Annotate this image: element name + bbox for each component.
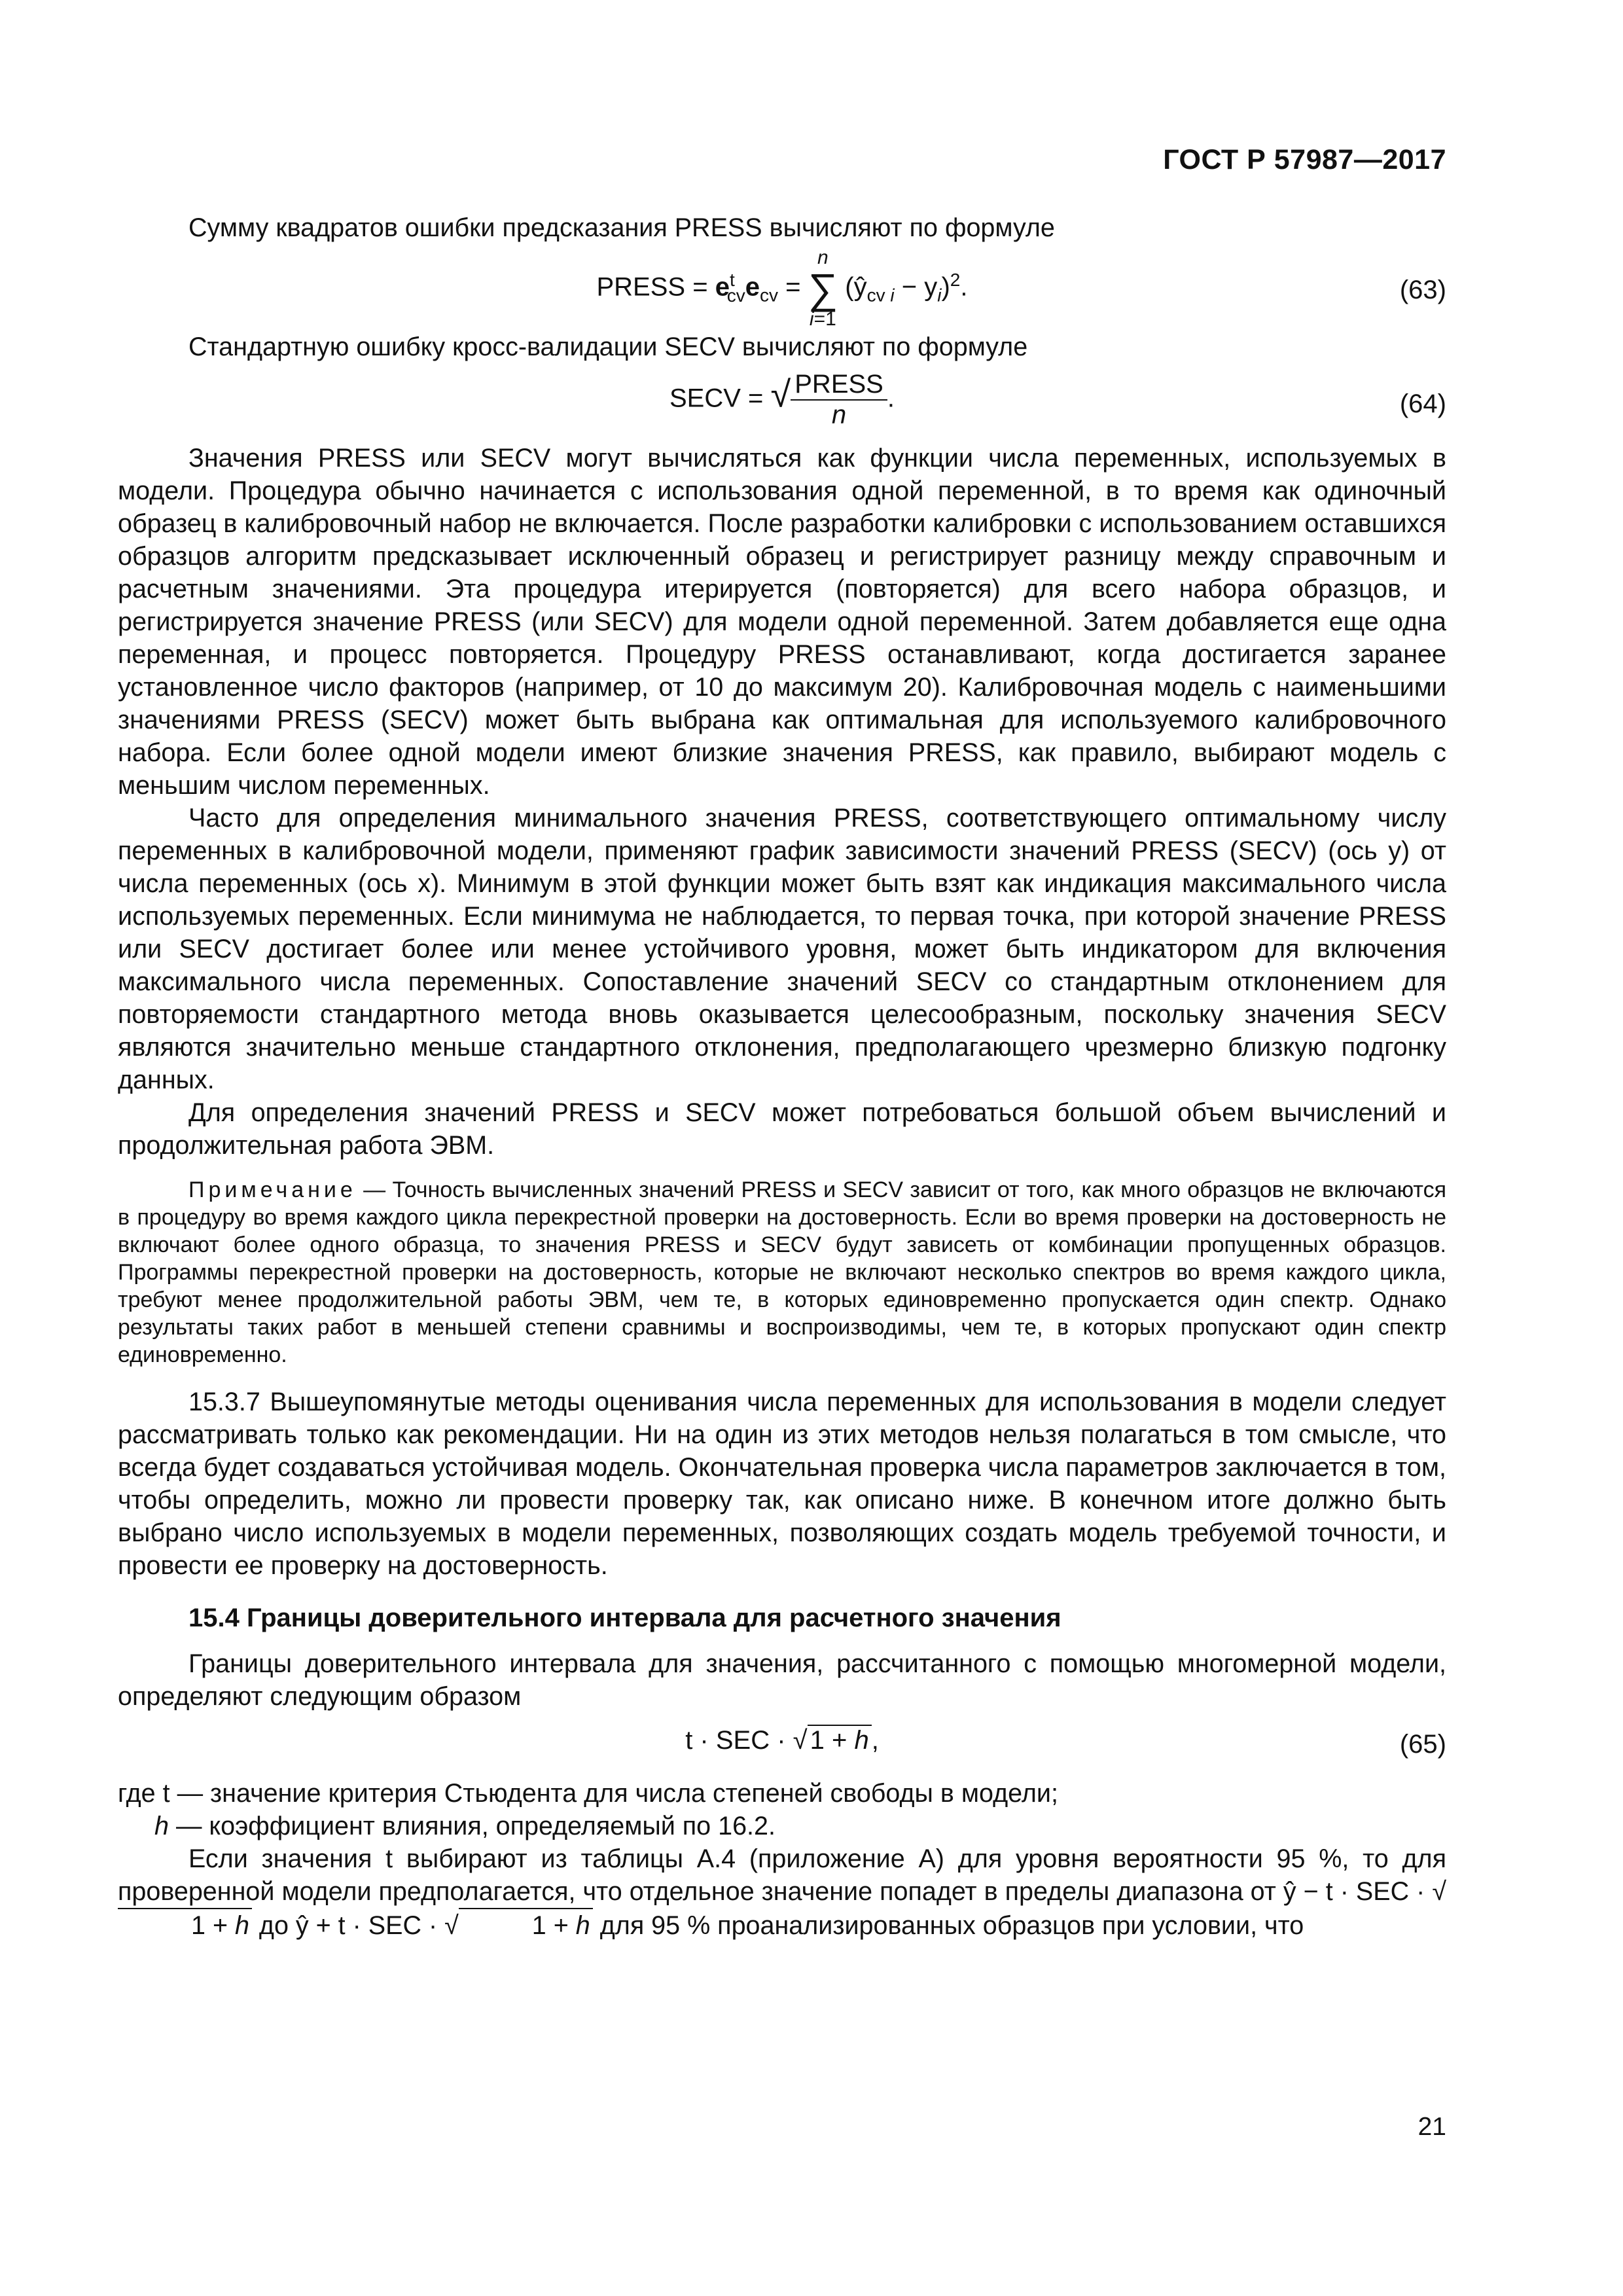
- where-t: где t — значение критерия Стьюдента для числа степеней свободы в модели;: [118, 1779, 1058, 1808]
- note-text: — Точность вычисленных значений PRESS и SECV зависит от того, как много образцов не включаются в процедуру во время каждого цикла перекрестной проверки на достоверность. Если во время проверки на достоверность не включают более одного образца, то значения PRESS и SECV будут зависеть от комбинации пропущенных образцов. Программы перекрестной проверки на достоверность, которые не включают несколько спектров во время каждого цикла, требуют менее продолжительной работы ЭВМ, чем те, в которых единовременно пропускается один спектр. Однако результаты таких работ в меньшей степени сравнимы и воспроизводимы, чем те, в которых пропускают один спектр единовременно.: [118, 1177, 1446, 1367]
- paragraph-4: 15.3.7 Вышеупомянутые методы оценивания числа переменных для использования в модели следует рассматривать только как рекомендации. Ни на один из этих методов нельзя полагаться в том смысле, что всегда будет создаваться устойчивая модель. Окончательная проверка числа параметров заключается в том, чтобы определить, можно ли провести проверку так, как описано ниже. В конечном итоге должно быть выбрано число используемых в модели переменных, позволяющих создать модель требуемой точности, и провести ее проверку на достоверность.: [118, 1388, 1446, 1580]
- formula-64: [118, 370, 1446, 442]
- formula-63: [118, 244, 1446, 331]
- section-heading: 15.4 Границы доверительного интервала для расчетного значения: [188, 1604, 1061, 1632]
- formula-64-number: (64): [1399, 389, 1446, 418]
- paragraph-5: Границы доверительного интервала для значения, рассчитанного с помощью многомерной модели, определяют следующим образом: [118, 1649, 1446, 1711]
- formula-65: [118, 1718, 1446, 1777]
- paragraph-6-start: Если значения t выбирают из таблицы А.4 (приложение А) для уровня вероятности 95 %, то для проверенной модели предполагается, что отдельное значение попадет в пределы диапазона от: [118, 1844, 1446, 1906]
- paragraph-6-end: для 95 % проанализированных образцов при условии, что: [599, 1911, 1304, 1940]
- formula-63-expression: PRESS = $e^t_{cv}e_{cv}$ = n ∑ i=1 $(ŷ_{cv i} - y_i)^2$.: [596, 247, 968, 330]
- formula-63-number: (63): [1399, 276, 1446, 304]
- intro-press: Сумму квадратов ошибки предсказания PRESS вычисляют по формуле: [188, 213, 1055, 242]
- note-block: [118, 1176, 1446, 1369]
- note-label: Примечание: [188, 1177, 357, 1202]
- formula-65-expression: t · SEC · √ 1 + h ,: [685, 1726, 879, 1755]
- intro-secv: Стандартную ошибку кросс-валидации SECV вычисляют по формуле: [188, 332, 1028, 361]
- page-number: 21: [1418, 2113, 1446, 2141]
- paragraph-3: Для определения значений PRESS и SECV может потребоваться большой объем вычислений и продолжительная работа ЭВМ.: [118, 1098, 1446, 1160]
- document-page: [118, 144, 1446, 1942]
- sum-symbol: n ∑ i=1: [808, 247, 838, 330]
- paragraph-2: Часто для определения минимального значения PRESS, соответствующего оптимальному числу переменных в калибровочной модели, применяют график зависимости значений PRESS (SECV) (ось y) от числа переменных (ось x). Минимум в этой функции может быть взят как индикация максимального числа используемых переменных. Если минимума не наблюдается, то первая точка, при которой значение PRESS или SECV достигает более или менее устойчивого уровня, может быть индикатором для включения максимального числа переменных. Сопоставление значений SECV со стандартным отклонением для повторяемости стандартного метода вновь оказывается целесообразным, поскольку значения SECV являются значительно меньше стандартного отклонения, предполагающего чрезмерно близкую подгонку данных.: [118, 804, 1446, 1094]
- paragraph-6: Если значения t выбирают из таблицы А.4 (приложение А) для уровня вероятности 95 %, то для проверенной модели предполагается, что отдельное значение попадет в пределы диапазона от ŷ − t · SEC · √1 + h до ŷ + t · SEC · √ 1 + h для 95 % проанализированных образцов при условии, что: [118, 1842, 1446, 1942]
- paragraph-1: Значения PRESS или SECV могут вычисляться как функции числа переменных, используемых в модели. Процедура обычно начинается с использования одной переменной, в то время как одиночный образец в калибровочный набор не включается. После разработки калибровки с использованием оставшихся образцов алгоритм предсказывает исключенный образец и регистрирует разницу между справочным и расчетным значениями. Эта процедура итерируется (повторяется) для всего набора образцов, и регистрируется значение PRESS (или SECV) для модели одной переменной. Затем добавляется еще одна переменная, и процесс повторяется. Процедуру PRESS останавливают, когда достигается заранее установленное число факторов (например, от 10 до максимум 20). Калибровочная модель с наименьшими значениями PRESS (SECV) может быть выбрана как оптимальная для используемого калибровочного набора. Если более одной модели имеют близкие значения PRESS, как правило, выбирают модель с меньшим числом переменных.: [118, 444, 1446, 800]
- where-h-line: h — коэффициент влияния, определяемый по 16.2.: [154, 1812, 776, 1840]
- where-h: — коэффициент влияния, определяемый по 16.2.: [175, 1812, 776, 1840]
- document-header: ГОСТ Р 57987—2017: [1163, 144, 1446, 175]
- formula-65-number: (65): [1399, 1730, 1446, 1759]
- formula-64-expression: SECV = √ $\frac{\text{PRESS}}{n}$ .: [669, 370, 895, 429]
